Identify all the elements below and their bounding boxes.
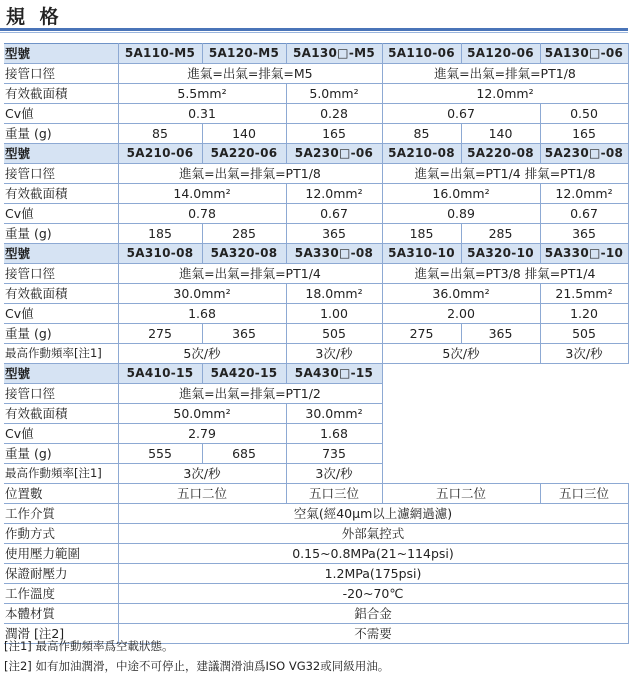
position-cell: 五口三位 (540, 484, 628, 504)
title-rule-thin (0, 32, 628, 33)
row-label-port: 接管口徑 (4, 264, 118, 284)
area-cell: 5.5mm² (118, 84, 286, 104)
table-row (4, 264, 628, 284)
row-label-model: 型號 (4, 144, 118, 164)
weight-cell: 140 (461, 124, 540, 144)
footnote-1: [注1] 最高作動頻率爲空載狀態。 (4, 639, 174, 653)
row-label-weight: 重量 (g) (4, 444, 118, 464)
empty-cell (382, 444, 628, 464)
model-cell: 5A120-M5 (202, 44, 286, 64)
table-row (4, 184, 628, 204)
empty-cell (382, 364, 628, 384)
material-cell: 鋁合金 (118, 604, 628, 624)
table-row (4, 144, 628, 164)
model-cell: 5A310-08 (118, 244, 202, 264)
model-cell: 5A120-06 (461, 44, 540, 64)
table-row (4, 104, 628, 124)
medium-cell: 空氣(經40μm以上濾網過濾) (118, 504, 628, 524)
port-cell: 進氣=出氣=排氣=M5 (118, 64, 382, 84)
temp-cell: -20~70℃ (118, 584, 628, 604)
table-row (4, 444, 628, 464)
model-cell: 5A320-10 (461, 244, 540, 264)
model-cell: 5A410-15 (118, 364, 202, 384)
area-cell: 50.0mm² (118, 404, 286, 424)
weight-cell: 275 (382, 324, 461, 344)
weight-cell: 165 (286, 124, 382, 144)
weight-cell: 365 (540, 224, 628, 244)
cv-cell: 0.67 (286, 204, 382, 224)
weight-cell: 275 (118, 324, 202, 344)
cv-cell: 1.20 (540, 304, 628, 324)
model-cell: 5A230□-08 (540, 144, 628, 164)
port-cell: 進氣=出氣=排氣=PT1/4 (118, 264, 382, 284)
proof-cell: 1.2MPa(175psi) (118, 564, 628, 584)
model-cell: 5A310-10 (382, 244, 461, 264)
table-row (4, 364, 628, 384)
row-label-area: 有效截面積 (4, 284, 118, 304)
weight-cell: 140 (202, 124, 286, 144)
table-row (4, 584, 628, 604)
area-cell: 18.0mm² (286, 284, 382, 304)
area-cell: 12.0mm² (286, 184, 382, 204)
weight-cell: 735 (286, 444, 382, 464)
table-row (4, 344, 628, 364)
area-cell: 12.0mm² (540, 184, 628, 204)
row-label-temp: 工作溫度 (4, 584, 118, 604)
cv-cell: 0.78 (118, 204, 286, 224)
model-cell: 5A210-08 (382, 144, 461, 164)
cv-cell: 0.67 (540, 204, 628, 224)
weight-cell: 285 (202, 224, 286, 244)
freq-cell: 3次/秒 (540, 344, 628, 364)
table-row (4, 304, 628, 324)
footnote-2: [注2] 如有加油潤滑，中途不可停止，建議潤滑油爲ISO VG32或同級用油。 (4, 659, 390, 673)
cv-cell: 0.67 (382, 104, 540, 124)
table-row (4, 484, 628, 504)
port-cell: 進氣=出氣=PT1/4 排氣=PT1/8 (382, 164, 628, 184)
action-cell: 外部氣控式 (118, 524, 628, 544)
row-label-port: 接管口徑 (4, 164, 118, 184)
row-label-area: 有效截面積 (4, 184, 118, 204)
model-cell: 5A330□-08 (286, 244, 382, 264)
position-cell: 五口二位 (118, 484, 286, 504)
model-cell: 5A210-06 (118, 144, 202, 164)
table-row (4, 504, 628, 524)
row-label-port: 接管口徑 (4, 64, 118, 84)
row-label-freq: 最高作動頻率[注1] (4, 344, 118, 364)
weight-cell: 85 (382, 124, 461, 144)
cv-cell: 1.68 (286, 424, 382, 444)
row-label-action: 作動方式 (4, 524, 118, 544)
row-label-proof: 保證耐壓力 (4, 564, 118, 584)
model-cell: 5A320-08 (202, 244, 286, 264)
table-row (4, 224, 628, 244)
weight-cell: 185 (118, 224, 202, 244)
table-row (4, 244, 628, 264)
table-row (4, 64, 628, 84)
model-cell: 5A130□-06 (540, 44, 628, 64)
weight-cell: 685 (202, 444, 286, 464)
area-cell: 30.0mm² (118, 284, 286, 304)
port-cell: 進氣=出氣=排氣=PT1/2 (118, 384, 382, 404)
port-cell: 進氣=出氣=排氣=PT1/8 (118, 164, 382, 184)
model-cell: 5A430□-15 (286, 364, 382, 384)
area-cell: 21.5mm² (540, 284, 628, 304)
row-label-pressure: 使用壓力範圍 (4, 544, 118, 564)
weight-cell: 505 (286, 324, 382, 344)
table-row (4, 544, 628, 564)
model-cell: 5A230□-06 (286, 144, 382, 164)
table-row (4, 604, 628, 624)
model-cell: 5A420-15 (202, 364, 286, 384)
row-label-port: 接管口徑 (4, 384, 118, 404)
model-cell: 5A110-06 (382, 44, 461, 64)
row-label-material: 本體材質 (4, 604, 118, 624)
cv-cell: 2.00 (382, 304, 540, 324)
freq-cell: 5次/秒 (118, 344, 286, 364)
row-label-model: 型號 (4, 44, 118, 64)
row-label-weight: 重量 (g) (4, 324, 118, 344)
freq-cell: 3次/秒 (286, 344, 382, 364)
position-cell: 五口三位 (286, 484, 382, 504)
row-label-area: 有效截面積 (4, 84, 118, 104)
model-cell: 5A220-08 (461, 144, 540, 164)
model-cell: 5A220-06 (202, 144, 286, 164)
table-row (4, 164, 628, 184)
table-row (4, 324, 628, 344)
position-cell: 五口二位 (382, 484, 540, 504)
area-cell: 30.0mm² (286, 404, 382, 424)
freq-cell: 3次/秒 (118, 464, 286, 484)
weight-cell: 555 (118, 444, 202, 464)
cv-cell: 1.68 (118, 304, 286, 324)
table-row (4, 284, 628, 304)
empty-cell (382, 464, 628, 484)
table-row (4, 524, 628, 544)
table-row (4, 404, 628, 424)
empty-cell (382, 424, 628, 444)
row-label-model: 型號 (4, 244, 118, 264)
port-cell: 進氣=出氣=排氣=PT1/8 (382, 64, 628, 84)
weight-cell: 185 (382, 224, 461, 244)
row-label-cv: Cv値 (4, 424, 118, 444)
row-label-cv: Cv値 (4, 304, 118, 324)
table-row (4, 424, 628, 444)
row-label-cv: Cv値 (4, 204, 118, 224)
cv-cell: 0.50 (540, 104, 628, 124)
empty-cell (382, 404, 628, 424)
model-cell: 5A110-M5 (118, 44, 202, 64)
weight-cell: 85 (118, 124, 202, 144)
weight-cell: 505 (540, 324, 628, 344)
table-row (4, 384, 628, 404)
spec-table (4, 43, 629, 644)
area-cell: 5.0mm² (286, 84, 382, 104)
row-label-weight: 重量 (g) (4, 224, 118, 244)
page-title: 規 格 (6, 6, 63, 28)
title-rule (0, 28, 628, 31)
area-cell: 16.0mm² (382, 184, 540, 204)
table-row (4, 464, 628, 484)
lube-cell: 不需要 (118, 624, 628, 644)
empty-cell (382, 384, 628, 404)
table-row (4, 124, 628, 144)
row-label-freq: 最高作動頻率[注1] (4, 464, 118, 484)
cv-cell: 0.31 (118, 104, 286, 124)
freq-cell: 3次/秒 (286, 464, 382, 484)
row-label-area: 有效截面積 (4, 404, 118, 424)
cv-cell: 2.79 (118, 424, 286, 444)
table-row (4, 84, 628, 104)
table-row (4, 204, 628, 224)
freq-cell: 5次/秒 (382, 344, 540, 364)
area-cell: 12.0mm² (382, 84, 628, 104)
table-row (4, 564, 628, 584)
model-cell: 5A130□-M5 (286, 44, 382, 64)
area-cell: 14.0mm² (118, 184, 286, 204)
row-label-medium: 工作介質 (4, 504, 118, 524)
row-label-cv: Cv値 (4, 104, 118, 124)
table-row (4, 44, 628, 64)
weight-cell: 365 (461, 324, 540, 344)
cv-cell: 0.89 (382, 204, 540, 224)
row-label-lube: 潤滑 [注2] (4, 624, 118, 644)
port-cell: 進氣=出氣=PT3/8 排氣=PT1/4 (382, 264, 628, 284)
model-cell: 5A330□-10 (540, 244, 628, 264)
row-label-model: 型號 (4, 364, 118, 384)
weight-cell: 365 (286, 224, 382, 244)
row-label-position: 位置數 (4, 484, 118, 504)
pressure-cell: 0.15~0.8MPa(21~114psi) (118, 544, 628, 564)
cv-cell: 1.00 (286, 304, 382, 324)
row-label-weight: 重量 (g) (4, 124, 118, 144)
cv-cell: 0.28 (286, 104, 382, 124)
weight-cell: 285 (461, 224, 540, 244)
weight-cell: 165 (540, 124, 628, 144)
area-cell: 36.0mm² (382, 284, 540, 304)
weight-cell: 365 (202, 324, 286, 344)
